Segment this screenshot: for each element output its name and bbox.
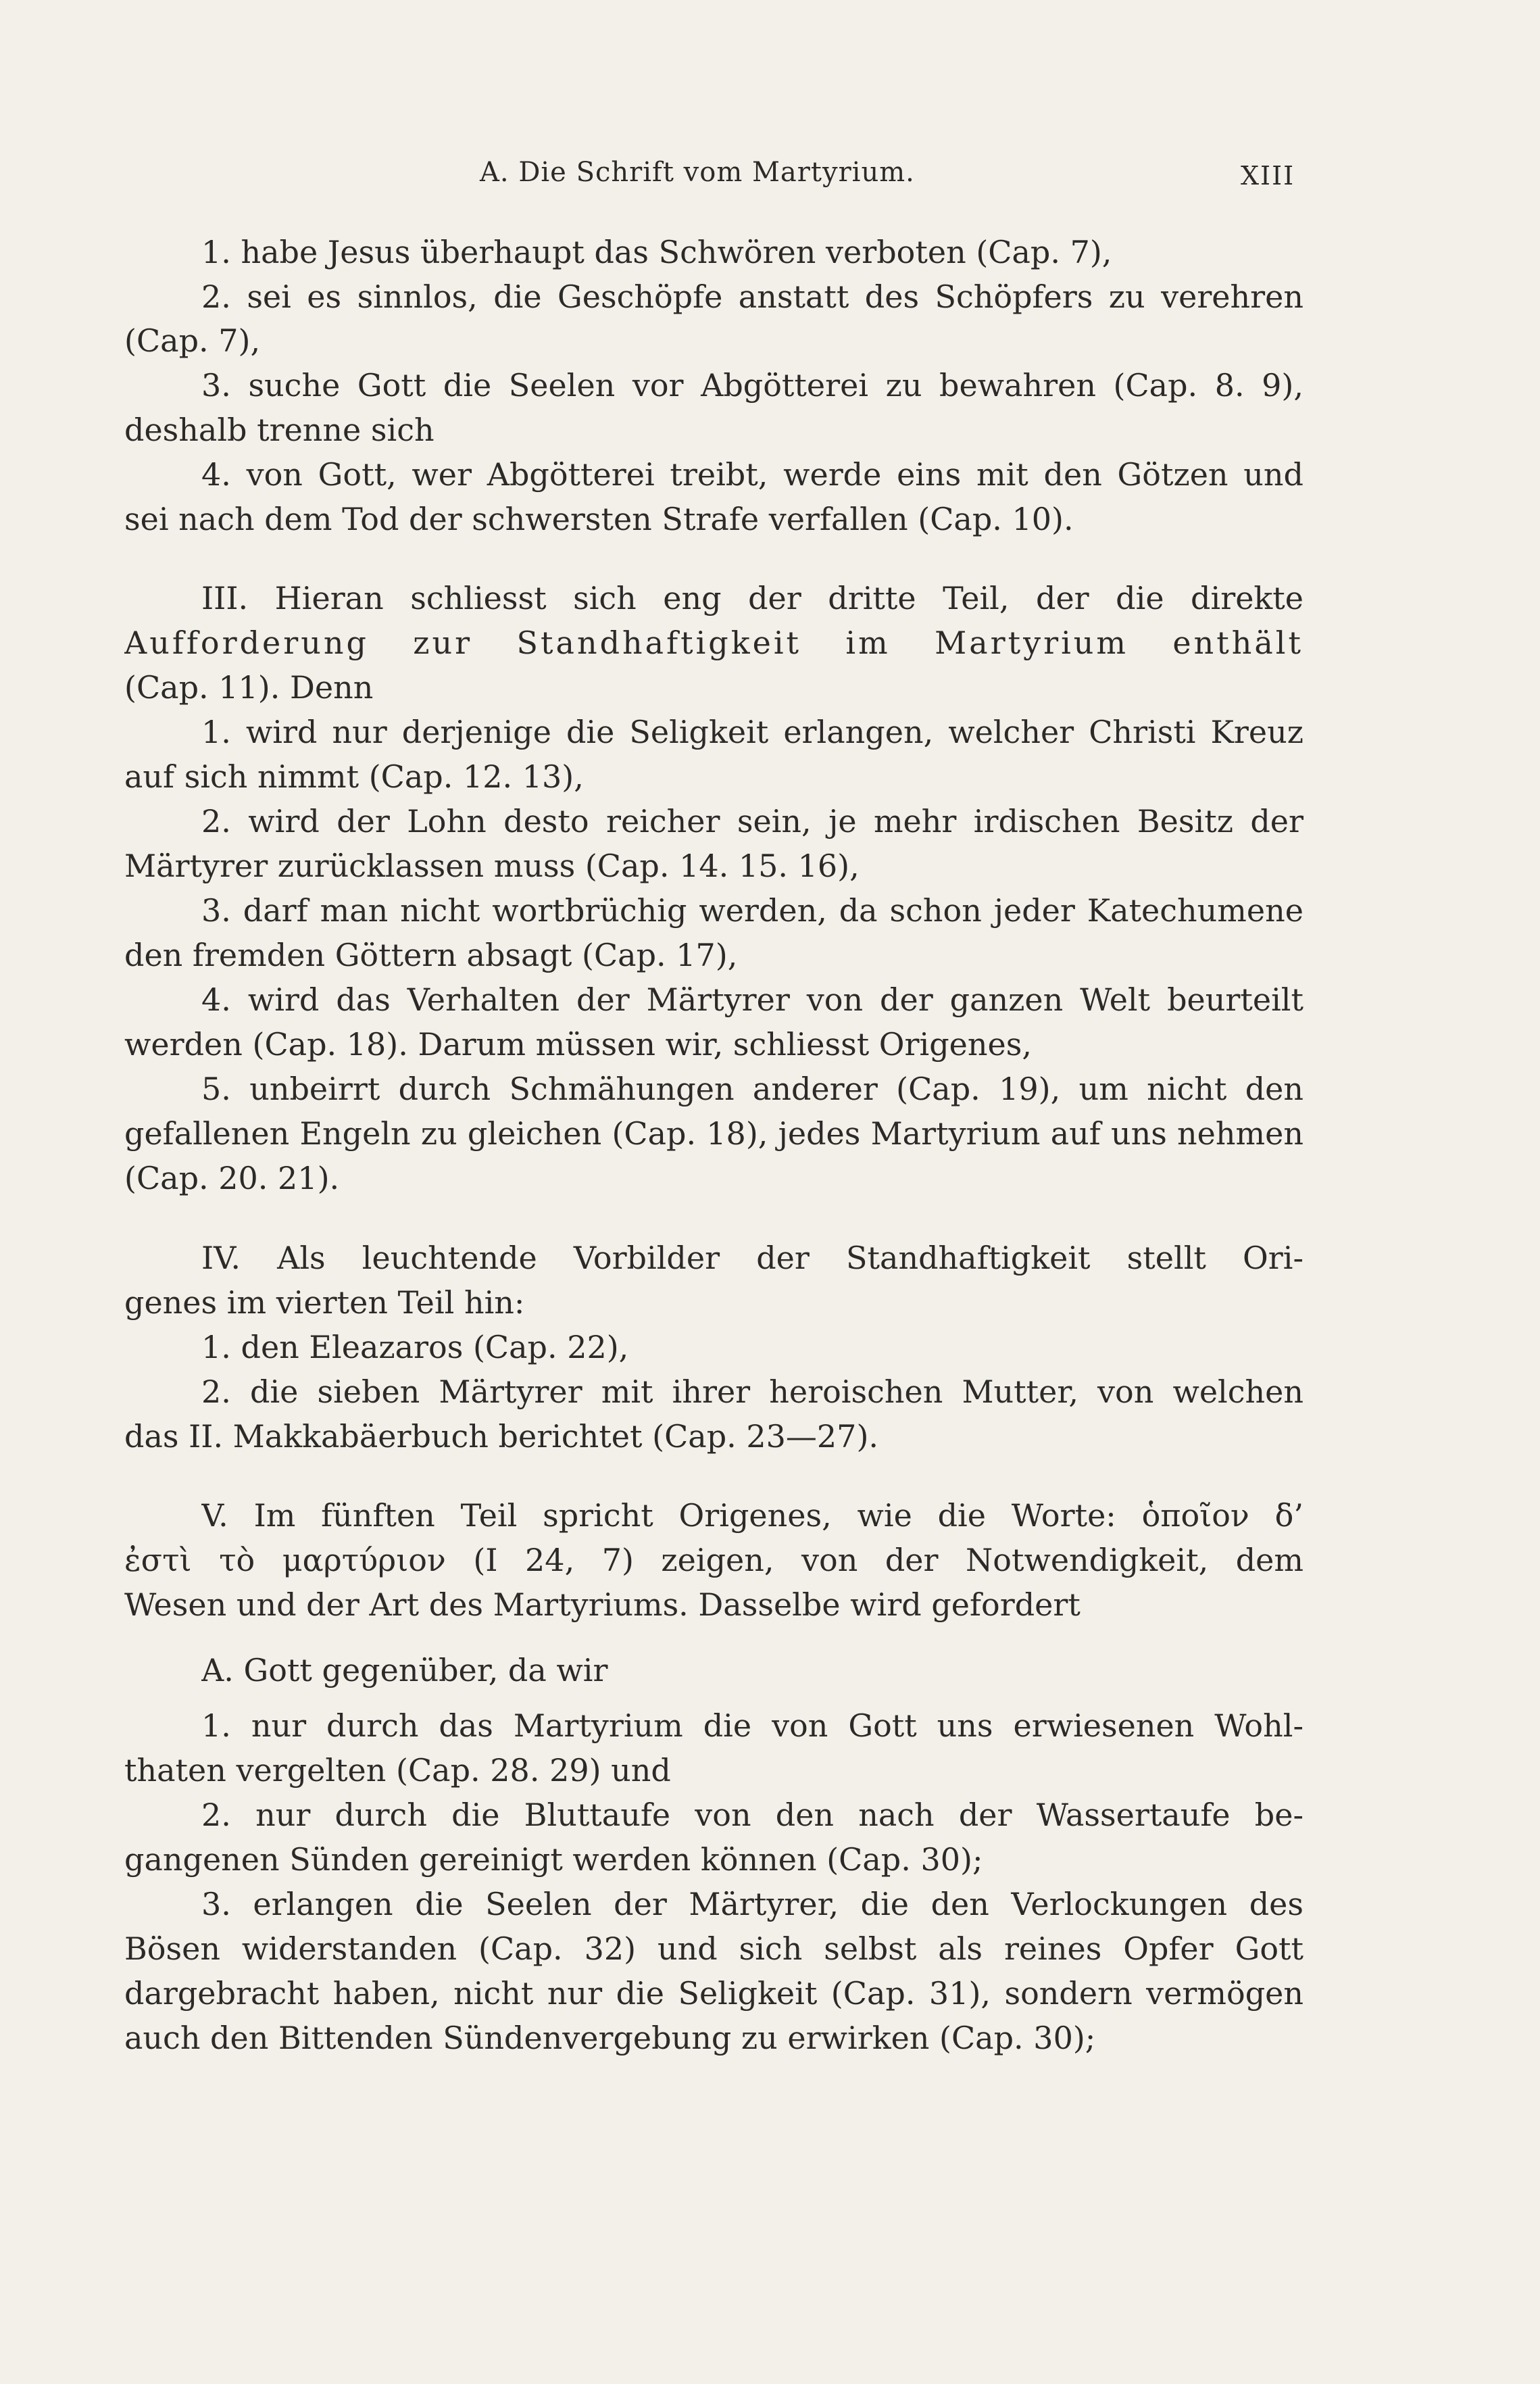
text-line: 1. den Eleazaros (Cap. 22), xyxy=(201,1329,629,1365)
text-line: 2. sei es sinnlos, die Geschöpfe anstatt des Schöpfers zu verehren xyxy=(201,278,1303,315)
text-line: 4. von Gott, wer Abgötterei treibt, werde eins mit den Götzen und xyxy=(201,456,1303,493)
text-line: auf sich nimmt (Cap. 12. 13), xyxy=(124,758,584,795)
text-line: 3. erlangen die Seelen der Märtyrer, die den Verlockungen des xyxy=(201,1886,1303,1922)
text-line: 2. nur durch die Bluttaufe von den nach der Wassertaufe be- xyxy=(201,1797,1303,1833)
text-line: Bösen widerstanden (Cap. 32) und sich selbst als reines Opfer Gott xyxy=(124,1930,1303,1967)
text-line: (Cap. 7), xyxy=(124,322,261,359)
text-line: 4. wird das Verhalten der Märtyrer von der ganzen Welt beurteilt xyxy=(201,981,1303,1018)
text-line: 2. wird der Lohn desto reicher sein, je mehr irdischen Besitz der xyxy=(201,803,1303,840)
text-line: 1. nur durch das Martyrium die von Gott uns erwiesenen Wohl- xyxy=(201,1707,1303,1744)
text-line: 3. suche Gott die Seelen vor Abgötterei zu bewahren (Cap. 8. 9), xyxy=(201,367,1303,404)
text-line: genes im vierten Teil hin: xyxy=(124,1284,525,1321)
page-number: XIII xyxy=(1241,161,1295,191)
text-line: 1. habe Jesus überhaupt das Schwören verboten (Cap. 7), xyxy=(201,234,1112,270)
text-line: 3. darf man nicht wortbrüchig werden, da schon jeder Katechumene xyxy=(201,892,1303,929)
text-line: sei nach dem Tod der schwersten Strafe verfallen (Cap. 10). xyxy=(124,501,1074,537)
text-line: dargebracht haben, nicht nur die Seligkeit (Cap. 31), sondern vermögen xyxy=(124,1975,1303,2012)
text-line: gangenen Sünden gereinigt werden können (Cap. 30); xyxy=(124,1841,983,1878)
text-line: V. Im fünften Teil spricht Origenes, wie die Worte: ὁποῖον δ’ xyxy=(201,1497,1303,1534)
text-line: (Cap. 20. 21). xyxy=(124,1160,340,1196)
text-line: ἐστὶ τὸ μαρτύριον (I 24, 7) zeigen, von der Notwendigkeit, dem xyxy=(124,1542,1303,1578)
text-line: deshalb trenne sich xyxy=(124,412,434,448)
text-line: den fremden Göttern absagt (Cap. 17), xyxy=(124,937,738,973)
text-line: 1. wird nur derjenige die Seligkeit erlangen, welcher Christi Kreuz xyxy=(201,714,1303,750)
text-line: Aufforderung zur Standhaftigkeit im Martyrium enthält xyxy=(124,625,1303,661)
text-line: 2. die sieben Märtyrer mit ihrer heroischen Mutter, von welchen xyxy=(201,1373,1303,1410)
text-line: gefallenen Engeln zu gleichen (Cap. 18), jedes Martyrium auf uns nehmen xyxy=(124,1115,1303,1152)
text-line: III. Hieran schliesst sich eng der dritte Teil, der die direkte xyxy=(201,580,1303,616)
text-line: auch den Bittenden Sündenvergebung zu erwirken (Cap. 30); xyxy=(124,2020,1096,2056)
text-line: IV. Als leuchtende Vorbilder der Standhaftigkeit stellt Ori- xyxy=(201,1240,1303,1276)
running-head: A. Die Schrift vom Martyrium. xyxy=(480,157,915,188)
text-line: thaten vergelten (Cap. 28. 29) und xyxy=(124,1752,671,1789)
text-line: Wesen und der Art des Martyriums. Dasselbe wird gefordert xyxy=(124,1586,1081,1623)
text-line: 5. unbeirrt durch Schmähungen anderer (Cap. 19), um nicht den xyxy=(201,1071,1303,1107)
text-line: A. Gott gegenüber, da wir xyxy=(201,1652,608,1688)
text-line: Märtyrer zurücklassen muss (Cap. 14. 15. 16), xyxy=(124,848,860,884)
text-line: werden (Cap. 18). Darum müssen wir, schliesst Origenes, xyxy=(124,1026,1032,1063)
text-line: (Cap. 11). Denn xyxy=(124,669,374,706)
text-line: das II. Makkabäerbuch berichtet (Cap. 23—27). xyxy=(124,1418,879,1455)
